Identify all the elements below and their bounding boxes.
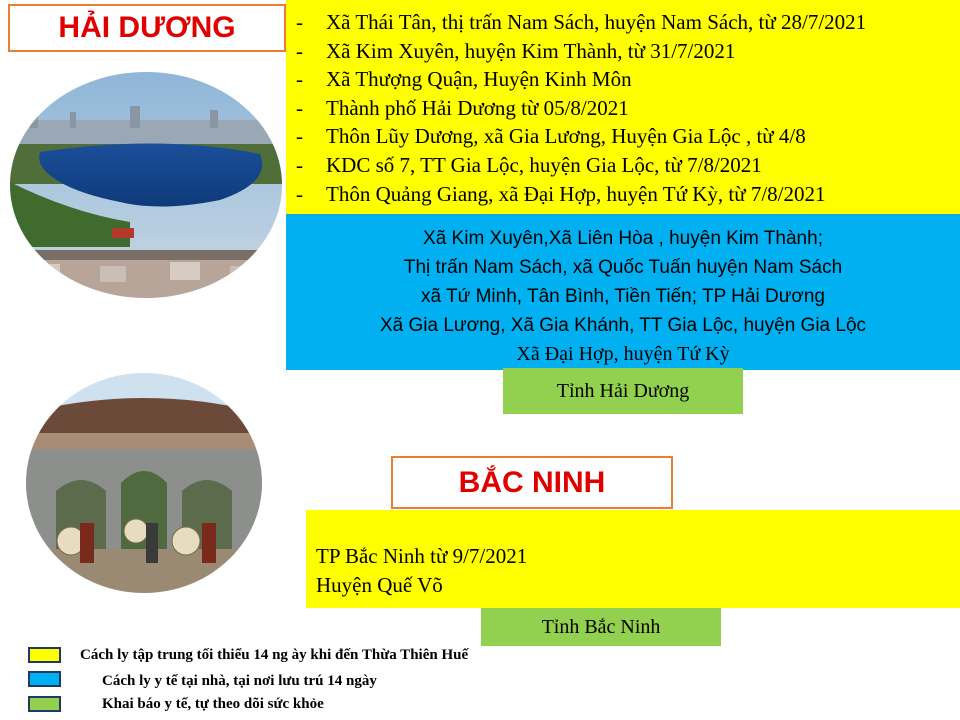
- hai-duong-title-box: [8, 4, 286, 52]
- bac-ninh-yellow-box: [306, 510, 960, 608]
- bac-ninh-line: TP Bắc Ninh từ 9/7/2021: [316, 544, 528, 568]
- cyan-line: Xã Kim Xuyên,Xã Liên Hòa , huyện Kim Thành;: [423, 228, 823, 249]
- green-label-text: Tỉnh Bắc Ninh: [541, 615, 661, 638]
- list-item: - Thôn Lũy Dương, xã Gia Lương, Huyện Gia Lộc , từ 4/8: [296, 124, 806, 149]
- hai-duong-cyan-box: [286, 214, 960, 370]
- legend-swatch-green: [28, 696, 61, 712]
- hai-duong-green-label: [503, 368, 743, 414]
- hai-duong-yellow-list: [286, 0, 960, 208]
- list-item: - Xã Thái Tân, thị trấn Nam Sách, huyện Nam Sách, từ 28/7/2021: [296, 10, 867, 34]
- green-label-text: Tỉnh Hải Dương: [556, 379, 690, 402]
- cyan-line: Xã Đại Hợp, huyện Tứ Kỳ: [516, 343, 730, 365]
- legend-label-green: Khai báo y tế, tự theo dõi sức khỏe: [102, 696, 324, 712]
- cyan-line: Thị trấn Nam Sách, xã Quốc Tuấn huyện Nam Sách: [403, 257, 843, 278]
- legend-label-yellow: Cách ly tập trung tối thiểu 14 ng ày khi đến Thừa Thiên Huế: [80, 647, 469, 663]
- lake-city-image: [10, 72, 282, 298]
- hai-duong-photo: [10, 72, 282, 298]
- list-item: - Xã Kim Xuyên, huyện Kim Thành, từ 31/7/2021: [296, 38, 736, 63]
- legend-label-cyan: Cách ly y tế tại nhà, tại nơi lưu trú 14 ngày: [102, 673, 377, 689]
- hai-duong-yellow-box: [286, 0, 960, 214]
- legend-swatch-yellow: [28, 647, 61, 663]
- bac-ninh-green-label: [481, 608, 721, 646]
- cyan-line: Xã Gia Lương, Xã Gia Khánh, TT Gia Lộc, huyện Gia Lộc: [379, 315, 867, 336]
- legend-swatch-cyan: [28, 671, 61, 687]
- temple-gate-image: [26, 373, 262, 593]
- bac-ninh-line: Huyện Quế Võ: [316, 573, 443, 597]
- bac-ninh-title: BẮC NINH: [458, 465, 606, 499]
- list-item: - Thôn Quảng Giang, xã Đại Hợp, huyện Tứ Kỳ, từ 7/8/2021: [296, 181, 826, 206]
- cyan-line: xã Tứ Minh, Tân Bình, Tiền Tiến; TP Hải Dương: [420, 286, 826, 307]
- bac-ninh-photo: [26, 373, 262, 593]
- list-item: - Xã Thượng Quận, Huyện Kinh Môn: [296, 67, 632, 92]
- hai-duong-title: HẢI DƯƠNG: [58, 11, 236, 44]
- list-item: - KDC số 7, TT Gia Lộc, huyện Gia Lộc, từ 7/8/2021: [296, 152, 762, 177]
- bac-ninh-title-box: [391, 456, 673, 509]
- list-item: - Thành phố Hải Dương từ 05/8/2021: [296, 95, 629, 120]
